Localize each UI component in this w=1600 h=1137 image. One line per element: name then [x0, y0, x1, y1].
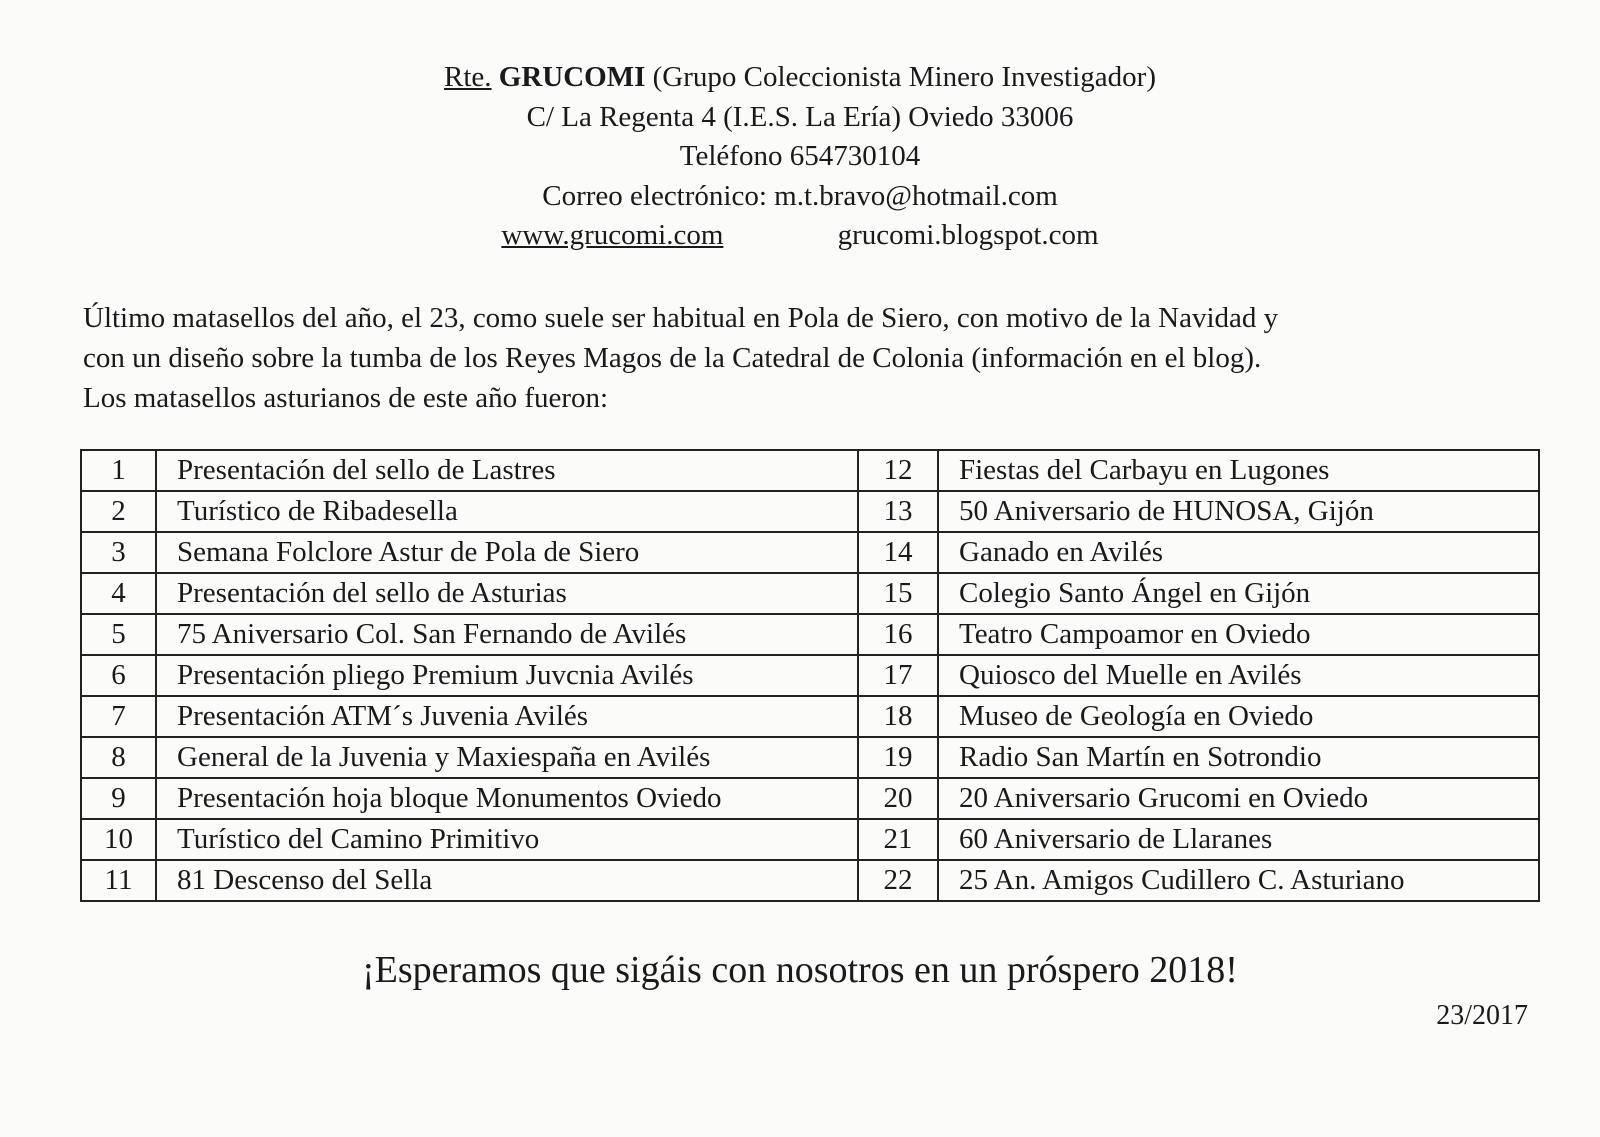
postmark-title: Presentación del sello de Asturias — [156, 573, 858, 614]
postmark-title: Presentación pliego Premium Juvcnia Avilés — [156, 655, 858, 696]
postmark-number: 10 — [81, 819, 156, 860]
org-full-name: (Grupo Coleccionista Minero Investigador) — [652, 61, 1156, 93]
postmark-title: 81 Descenso del Sella — [156, 860, 858, 901]
postmark-title: Radio San Martín en Sotrondio — [938, 737, 1539, 778]
postmark-number: 21 — [858, 819, 938, 860]
postmark-title: Turístico del Camino Primitivo — [156, 819, 858, 860]
postmark-number: 3 — [81, 532, 156, 573]
postmark-number: 13 — [858, 491, 938, 532]
table-row — [81, 573, 1539, 614]
postmark-number: 20 — [858, 778, 938, 819]
postmark-number: 1 — [81, 450, 156, 491]
postmark-number: 18 — [858, 696, 938, 737]
intro-line-3: Los matasellos asturianos de este año fueron: — [83, 382, 609, 414]
table-row — [81, 819, 1539, 860]
postmark-title: Quiosco del Muelle en Avilés — [938, 655, 1539, 696]
rte-label: Rte. — [444, 61, 492, 93]
postmark-title: 60 Aniversario de Llaranes — [938, 819, 1539, 860]
table-row — [81, 450, 1539, 491]
postmark-title: Turístico de Ribadesella — [156, 491, 858, 532]
email: Correo electrónico: m.t.bravo@hotmail.com — [542, 179, 1058, 212]
postmark-title: 25 An. Amigos Cudillero C. Asturiano — [938, 860, 1539, 901]
postmark-title: General de la Juvenia y Maxiespaña en Avilés — [156, 737, 858, 778]
postmark-number: 8 — [81, 737, 156, 778]
table-row — [81, 778, 1539, 819]
postmark-number: 6 — [81, 655, 156, 696]
intro-paragraph — [83, 298, 1523, 418]
phone: Teléfono 654730104 — [679, 140, 921, 172]
postmarks-table — [80, 449, 1540, 902]
postmark-title: 50 Aniversario de HUNOSA, Gijón — [938, 491, 1539, 532]
table-row — [81, 655, 1539, 696]
postmark-title: Ganado en Avilés — [938, 532, 1539, 573]
table-row — [81, 614, 1539, 655]
postmark-title: 20 Aniversario Grucomi en Oviedo — [938, 778, 1539, 819]
postmark-title: Teatro Campoamor en Oviedo — [938, 614, 1539, 655]
postmark-title: Fiestas del Carbayu en Lugones — [938, 450, 1539, 491]
postmark-title: Colegio Santo Ángel en Gijón — [938, 573, 1539, 614]
postmark-number: 22 — [858, 860, 938, 901]
postmark-number: 5 — [81, 614, 156, 655]
intro-line-2: con un diseño sobre la tumba de los Reyes Magos de la Catedral de Colonia (información en el blog). — [83, 342, 1262, 374]
postmark-number: 9 — [81, 778, 156, 819]
org-name: GRUCOMI — [498, 61, 646, 93]
postmark-number: 12 — [858, 450, 938, 491]
postmark-number: 4 — [81, 573, 156, 614]
postmark-number: 14 — [858, 532, 938, 573]
blog-link[interactable]: grucomi.blogspot.com — [837, 219, 1099, 251]
postmark-title: 75 Aniversario Col. San Fernando de Avilés — [156, 614, 858, 655]
postmark-number: 11 — [81, 860, 156, 901]
postmark-title: Museo de Geología en Oviedo — [938, 696, 1539, 737]
web-links — [0, 216, 1600, 256]
postmark-number: 7 — [81, 696, 156, 737]
intro-line-1: Último matasellos del año, el 23, como suele ser habitual en Pola de Siero, con motivo de la Navidad y — [83, 302, 1279, 334]
issue-date: 23/2017 — [1436, 1000, 1528, 1031]
postmark-number: 17 — [858, 655, 938, 696]
closing-message: ¡Esperamos que sigáis con nosotros en un próspero 2018! — [362, 949, 1238, 991]
table-row — [81, 491, 1539, 532]
table-row — [81, 860, 1539, 901]
sender-header — [0, 58, 1600, 256]
table-row — [81, 737, 1539, 778]
postmark-title: Presentación del sello de Lastres — [156, 450, 858, 491]
postmark-title: Semana Folclore Astur de Pola de Siero — [156, 532, 858, 573]
postmark-number: 19 — [858, 737, 938, 778]
postmark-title: Presentación hoja bloque Monumentos Oviedo — [156, 778, 858, 819]
postmark-title: Presentación ATM´s Juvenia Avilés — [156, 696, 858, 737]
sender-line — [0, 58, 1600, 98]
postmark-number: 15 — [858, 573, 938, 614]
postmark-number: 2 — [81, 491, 156, 532]
table-row — [81, 532, 1539, 573]
address: C/ La Regenta 4 (I.E.S. La Ería) Oviedo 33006 — [526, 100, 1074, 133]
website-link[interactable]: www.grucomi.com — [501, 219, 724, 251]
postmark-number: 16 — [858, 614, 938, 655]
table-row — [81, 696, 1539, 737]
